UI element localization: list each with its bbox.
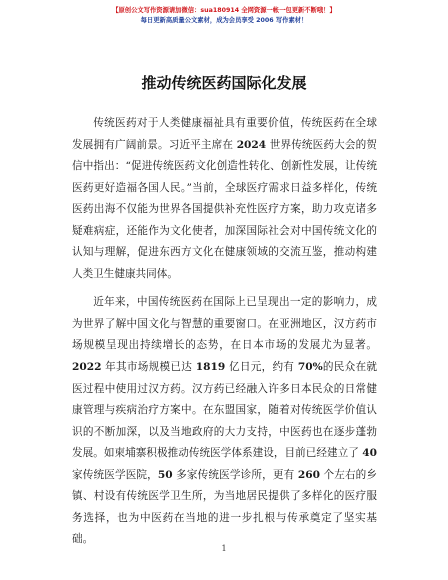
text-run: 世界传统医药大会的贺信中指出：“促进传统医药文化创造性转化、创新性发展，让传统医药更好造福各国人民。”当前，全球医疗需求日益多样化，传统医药出海不仅能为世界各国提供补充性医疗方案，助力攻克诸多疑难病症，还能作为文化使者，加深国际社会对中国传统文化的认知与理解，促进东西方文化在健康领域的交流互鉴，推动构建人类卫生健康共同体。	[72, 138, 377, 280]
bold-text-run: 50	[157, 468, 173, 481]
text-run: 的民众在就医过程中使用过汉方药。汉方药已经融入许多日本民众的日常健康管理与疾病治疗方案中。在东盟国家，随着对传统医学价值认识的不断加深，以及当地政府的大力支持，中医药也在逐步蓬勃发展。如柬埔寨积极推动传统医学体系建设，目前已经建立了	[72, 361, 378, 460]
text-run: 传统医药对于人类健康福祉具有重要价值，传统医药在全球发展拥有广阔前景。习近平主席在	[72, 117, 377, 151]
bold-text-run: 2024	[236, 138, 267, 151]
bold-text-run: 70%	[297, 361, 323, 374]
page-number: 1	[221, 544, 227, 553]
bold-text-run: 260	[297, 468, 320, 481]
header-banner	[0, 6, 448, 26]
text-run: 年其市场规模已达	[101, 361, 196, 374]
text-run: 近年来，中国传统医药在国际上已呈现出一定的影响力，成为世界了解中国文化与智慧的重要窗口。在亚洲地区，汉方药市场规模呈现出持续增长的态势，在日本市场的发展尤为显著。	[72, 296, 377, 352]
bold-text-run: 2022	[72, 361, 102, 374]
text-run: 亿日元，约有	[225, 361, 298, 374]
document-body	[72, 113, 377, 551]
bold-text-run: 40	[362, 447, 377, 460]
text-run: 家传统医学医院，	[72, 468, 158, 481]
banner-line-2: 每日更新高质量公文素材，成为会员享受 2006 写作素材！	[140, 17, 308, 24]
text-run: 个左右的乡镇、村设有传统医学卫生所，为当地居民提供了多样化的医疗服务选择，也为中医药在当地的进一步扎根与传承奠定了坚实基础。	[72, 468, 378, 546]
text-run: 多家传统医学诊所，更有	[172, 468, 298, 481]
paragraph	[72, 113, 377, 285]
banner-line-1: 【原创公文写作资源请加微信：sua180914 全网资源一帐一包更新不断哦！】	[112, 7, 336, 14]
paragraph	[72, 292, 377, 551]
document-title: 推动传统医药国际化发展	[141, 74, 307, 92]
bold-text-run: 1819	[195, 361, 226, 374]
